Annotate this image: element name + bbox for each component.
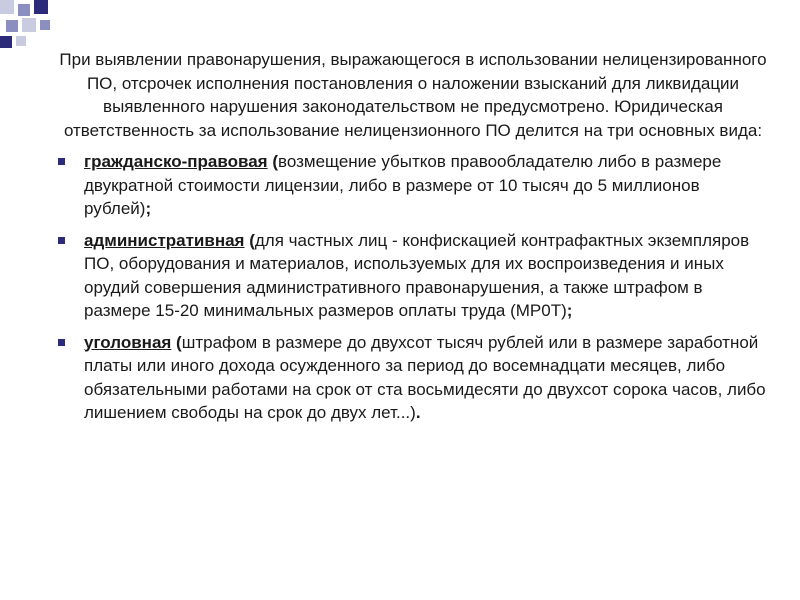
- item-end: ;: [145, 199, 152, 218]
- term-label: административная: [84, 230, 245, 250]
- corner-decoration: [0, 0, 70, 52]
- term-label: гражданско-правовая: [84, 152, 268, 171]
- item-text: штрафом в размере до двухсот тысяч рублей или в размере заработной платы или иного дохода осужденного за период до восемнадцати месяцев, либо обязательными работами на срок от ста восьмидесяти до двухсот сорока часов, либо лишением свободы на срок до двух лет...): [84, 332, 766, 422]
- decor-square: [34, 0, 48, 14]
- list-item-civil: [58, 150, 768, 221]
- item-end: ;: [566, 301, 573, 320]
- decor-square: [16, 36, 26, 46]
- item-text: возмещение убытков правообладателю либо в размере двукратной стоимости лицензии, либо в размере от 10 тысяч до 5 миллионов рублей): [84, 152, 722, 218]
- list-item-criminal: [58, 331, 768, 425]
- bullet-marker: [58, 339, 65, 346]
- open-paren: (: [171, 332, 182, 352]
- slide-body: [58, 48, 768, 433]
- item-text: для частных лиц - конфискацией контрафактных экземпляров ПО, оборудования и материалов, используемых для их воспроизведения и иных орудий совершения административного правонарушения, а также штрафом в размере 15-20 минимальных размеров оплаты труда (МР0Т): [84, 230, 750, 320]
- list-item-administrative: [58, 229, 768, 323]
- responsibility-list: [58, 150, 768, 425]
- decor-square: [0, 36, 12, 48]
- bullet-marker: [58, 158, 65, 165]
- decor-square: [6, 20, 18, 32]
- intro-paragraph: При выявлении правонарушения, выражающегося в использовании нелицензированного ПО, отсрочек исполнения постановления о наложении взысканий для ликвидации выявленного нарушения законодательством не предусмотрено. Юридическая ответственность за использование нелицензионного ПО делится на три основных вида:: [59, 50, 767, 140]
- open-paren: (: [244, 230, 255, 250]
- bullet-marker: [58, 237, 65, 244]
- decor-square: [22, 18, 36, 32]
- decor-square: [18, 4, 30, 16]
- decor-square: [0, 0, 14, 14]
- open-paren: (: [267, 152, 278, 171]
- decor-square: [40, 20, 50, 30]
- item-end: .: [415, 403, 421, 422]
- term-label: уголовная: [84, 332, 172, 352]
